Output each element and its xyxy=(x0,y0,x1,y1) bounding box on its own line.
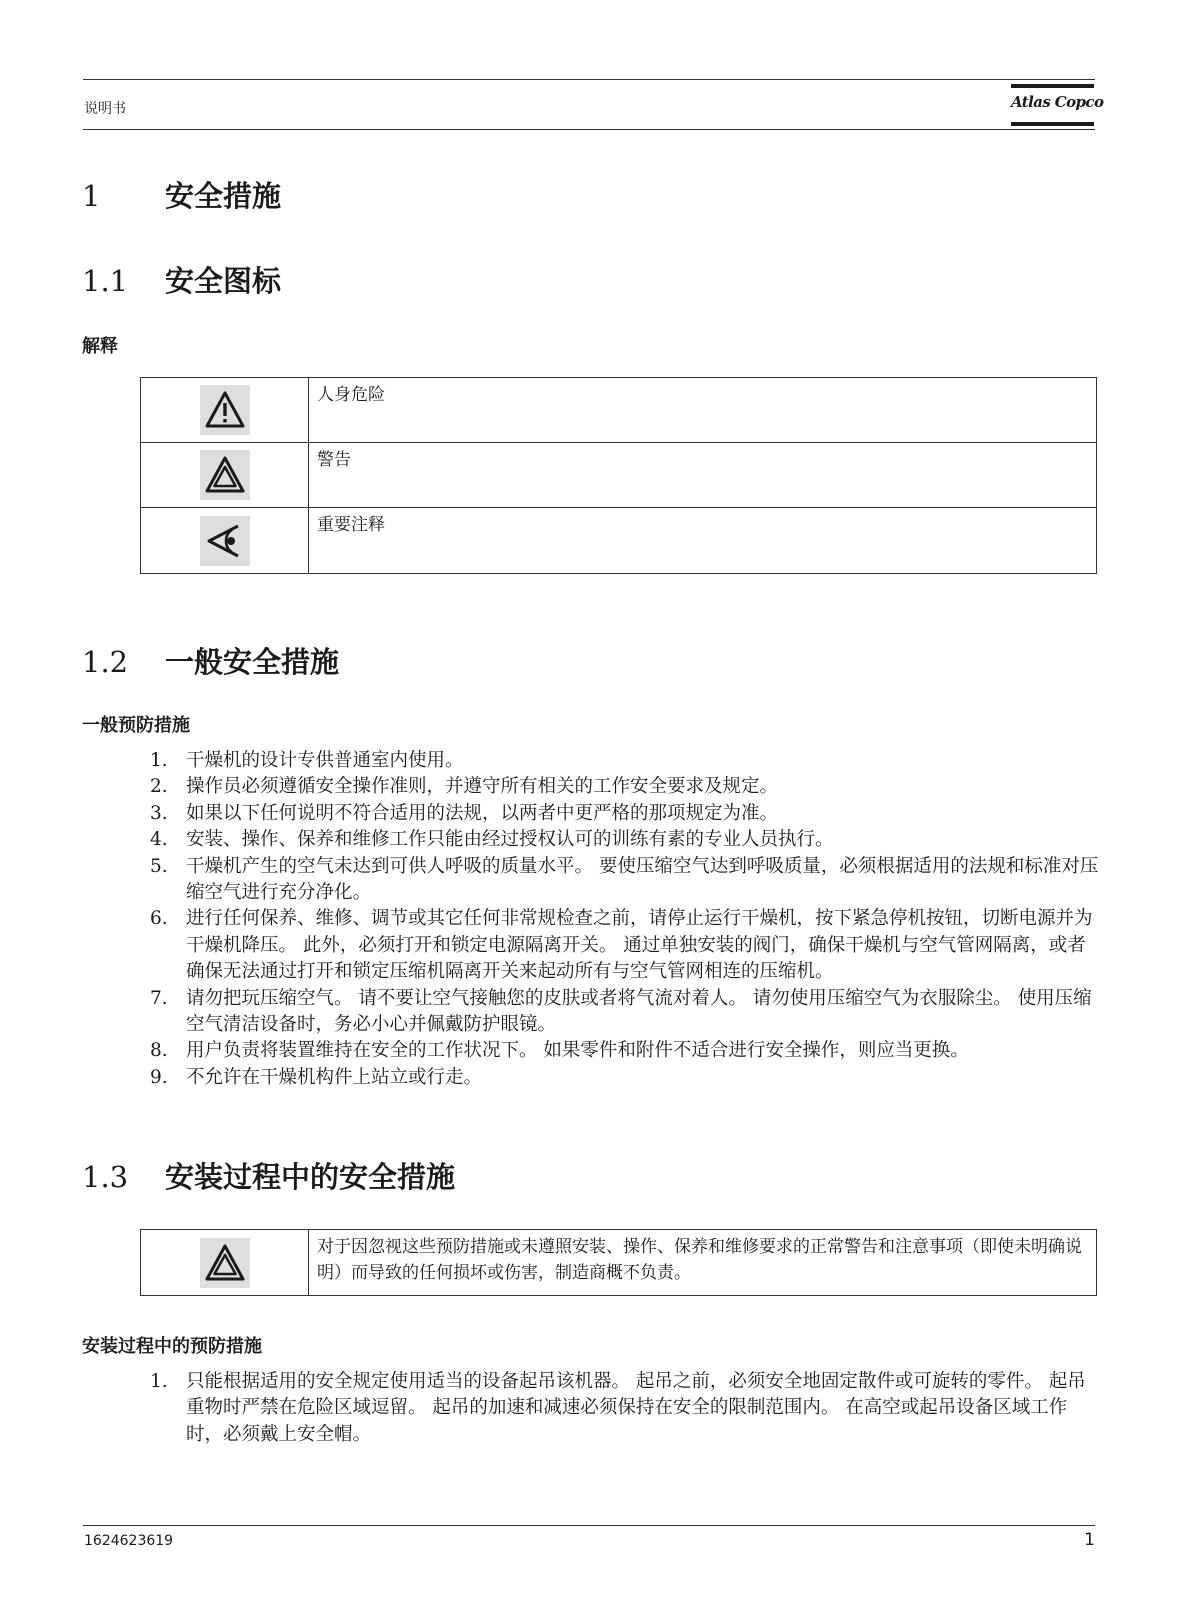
icon-cell xyxy=(141,443,309,507)
header-rule-bottom xyxy=(83,129,1095,130)
logo-bar-bottom xyxy=(1011,122,1094,126)
installation-precautions-subheading: 安装过程中的预防措施 xyxy=(82,1336,262,1357)
document-number: 1624623619 xyxy=(84,1533,174,1549)
general-precautions-list xyxy=(150,748,1100,1091)
installation-note-table xyxy=(140,1229,1097,1296)
warning-triangle-icon xyxy=(200,450,250,500)
section-title: 安装过程中的安全措施 xyxy=(165,1160,456,1194)
section-title: 一般安全措施 xyxy=(165,645,340,679)
list-item: 4. 安装、操作、保养和维修工作只能由经过授权认可的训练有素的专业人员执行。 xyxy=(150,829,834,851)
row-description: 警告 xyxy=(317,450,351,470)
logo-text: Atlas Copco xyxy=(1011,93,1104,111)
list-item: 7. 请勿把玩压缩空气。 请不要让空气接触您的皮肤或者将气流对着人。 请勿使用压缩空气为衣服除尘。 使用压缩空气清洁设备时，务必小心并佩戴防护眼镜。 xyxy=(150,987,1092,1036)
table-row xyxy=(141,378,1096,443)
header-label: 说明书 xyxy=(84,101,126,117)
section-1-1-heading xyxy=(82,259,281,300)
list-item: 1. 只能根据适用的安全规定使用适当的设备起吊该机器。 起吊之前，必须安全地固定散件或可旋转的零件。 起吊重物时严禁在危险区域逗留。 起吊的加速和减速必须保持在安全的限制范围内。 在高空或起吊设备区域工作时，必须戴上安全帽。 xyxy=(150,1371,1086,1445)
icon-cell xyxy=(141,508,309,573)
table-row xyxy=(141,1230,1096,1295)
logo-bar-top xyxy=(1011,84,1094,88)
page-number: 1 xyxy=(1084,1530,1095,1550)
safety-icons-table xyxy=(140,377,1097,574)
icon-cell xyxy=(141,1230,309,1295)
installation-precautions-list xyxy=(150,1369,1100,1448)
row-description: 重要注释 xyxy=(317,515,385,535)
note-text: 对于因忽视这些预防措施或未遵照安装、操作、保养和维修要求的正常警告和注意事项（即使未明确说明）而导致的任何损坏或伤害，制造商概不负责。 xyxy=(317,1237,1082,1283)
section-title: 安全图标 xyxy=(165,264,282,298)
table-row xyxy=(141,443,1096,508)
danger-triangle-exclamation-icon xyxy=(200,385,250,435)
footer-rule xyxy=(83,1525,1095,1526)
section-number: 1.3 xyxy=(82,1160,129,1194)
header-rule-top xyxy=(83,79,1095,80)
eye-important-note-icon xyxy=(200,516,250,566)
list-item: 5. 干燥机产生的空气未达到可供人呼吸的质量水平。 要使压缩空气达到呼吸质量，必须根据适用的法规和标准对压缩空气进行充分净化。 xyxy=(150,855,1099,904)
section-1-2-heading xyxy=(82,640,339,681)
general-precautions-subheading: 一般预防措施 xyxy=(82,715,190,736)
section-number: 1 xyxy=(82,179,101,213)
list-item: 3. 如果以下任何说明不符合适用的法规，以两者中更严格的那项规定为准。 xyxy=(150,802,779,824)
section-number: 1.2 xyxy=(82,645,129,679)
row-description: 人身危险 xyxy=(317,385,385,405)
list-item: 9. 不允许在干燥机构件上站立或行走。 xyxy=(150,1066,483,1088)
explanation-subheading: 解释 xyxy=(82,336,118,357)
section-number: 1.1 xyxy=(82,264,129,298)
table-row xyxy=(141,508,1096,573)
section-1-heading xyxy=(82,174,281,215)
section-1-3-heading xyxy=(82,1155,455,1196)
list-item: 8. 用户负责将装置维持在安全的工作状况下。 如果零件和附件不适合进行安全操作，则应当更换。 xyxy=(150,1040,969,1062)
icon-cell xyxy=(141,378,309,442)
list-item: 2. 操作员必须遵循安全操作准则，并遵守所有相关的工作安全要求及规定。 xyxy=(150,776,779,798)
section-title: 安全措施 xyxy=(165,179,282,213)
warning-triangle-icon xyxy=(200,1238,250,1288)
list-item: 1. 干燥机的设计专供普通室内使用。 xyxy=(150,750,464,771)
list-item: 6. 进行任何保养、维修、调节或其它任何非常规检查之前，请停止运行干燥机，按下紧急停机按钮，切断电源并为干燥机降压。 此外，必须打开和锁定电源隔离开关。 通过单独安装的阀门，确保干燥机与空气管网隔离，或者确保无法通过打开和锁定压缩机隔离开关来起动所有与空气管网相连的压缩机。 xyxy=(150,908,1093,983)
atlas-copco-logo xyxy=(1011,84,1104,126)
